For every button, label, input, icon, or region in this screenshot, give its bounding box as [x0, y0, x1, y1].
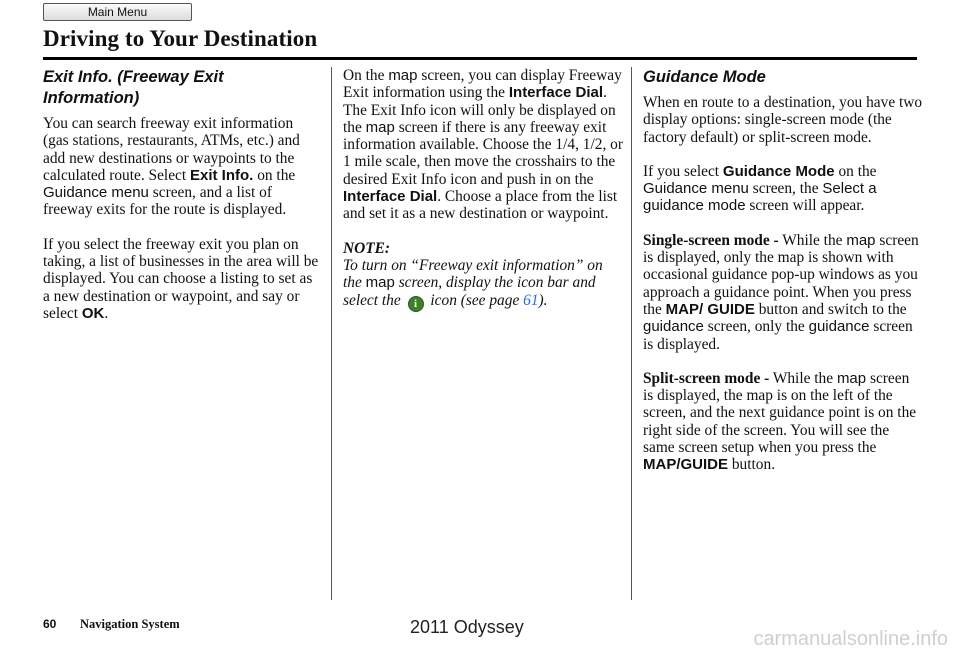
column-divider-1 — [331, 67, 332, 600]
exit-info-paragraph-3: On the map screen, you can display Freeway Exit information using the Interface Dial. The Exit Info icon will only be displayed on the map screen if there is any freeway exit information available. Choose the 1/4, 1/2, or 1 mile scale, then move the crosshairs to the desired Exit Info icon and push in on the Interface Dial. Choose a place from the list and set it as a new destination or waypoint. — [343, 67, 623, 223]
single-screen-paragraph: Single-screen mode - While the map screen is displayed, only the map is shown with occasional guidance pop-up windows as you approach a guidance point. When you press the MAP/ GUIDE button and switch to the guidance screen, only the guidance screen is displayed. — [643, 231, 919, 353]
page-number: 60 — [43, 617, 57, 631]
guidance-paragraph-1: When en route to a destination, you have two display options: single-screen mode (the factory default) or split-screen mode. — [643, 94, 923, 146]
column-2 — [343, 67, 623, 312]
title-divider — [43, 57, 917, 60]
exit-info-paragraph-2: If you select the freeway exit you plan on taking, a list of businesses in the area will be displayed. You can choose a listing to set as a new destination or waypoint, and say or select OK. — [43, 235, 319, 322]
column-divider-2 — [631, 67, 632, 600]
footer-model: 2011 Odyssey — [410, 617, 524, 637]
split-screen-paragraph: Split-screen mode - While the map screen is displayed, the map is on the left of the screen, and the next guidance point is on the right side of the screen. You will see the same screen setup when you press the MAP/GUIDE button. — [643, 369, 917, 474]
info-icon: i — [408, 296, 424, 312]
main-menu-button[interactable]: Main Menu — [43, 3, 192, 21]
section-heading-exit-info: Exit Info. (Freeway Exit Information) — [43, 68, 224, 107]
guidance-paragraph-2: If you select Guidance Mode on the Guidance menu screen, the Select a guidance mode screen will appear. — [643, 162, 877, 215]
note-label: NOTE: — [343, 239, 391, 257]
exit-info-paragraph-1: You can search freeway exit information (gas stations, restaurants, ATMs, etc.) and add new destinations or waypoints to the calculated route. Select Exit Info. on the Guidance menu screen, and a list of freeway exits for the route is displayed. — [43, 115, 300, 219]
column-1 — [43, 67, 320, 339]
note-block: NOTE: To turn on “Freeway exit information” on the map screen, display the icon bar and select the i icon (see page 61). — [343, 239, 603, 310]
column-3 — [643, 67, 923, 491]
page-title: Driving to Your Destination — [43, 26, 318, 51]
section-heading-guidance-mode: Guidance Mode — [643, 68, 766, 86]
watermark: carmanualsonline.info — [753, 628, 948, 650]
footer-label: Navigation System — [80, 617, 180, 631]
page-61-link[interactable]: 61 — [523, 291, 539, 309]
